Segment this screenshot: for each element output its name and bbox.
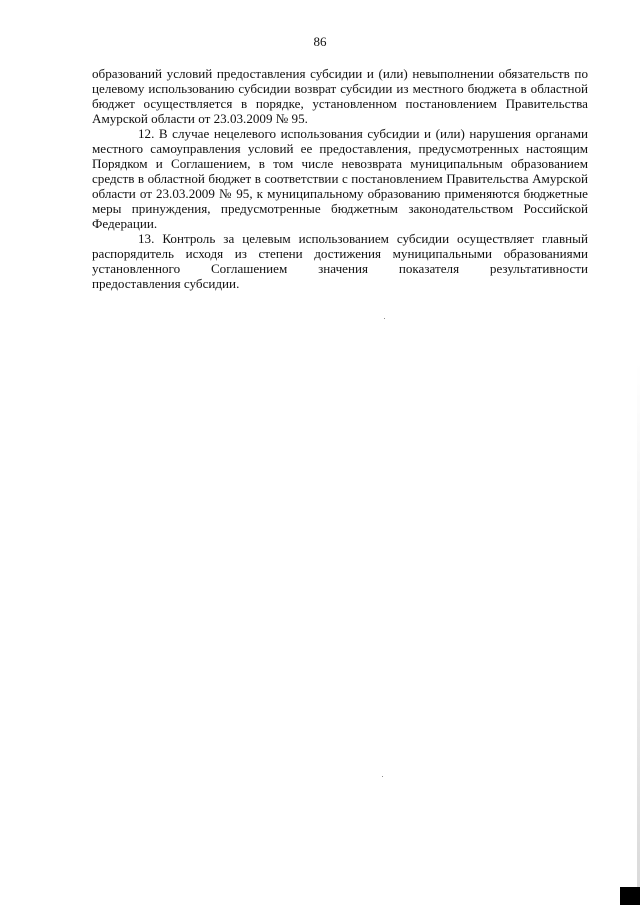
scan-corner-mark: [620, 887, 640, 905]
scan-speck: [384, 318, 385, 319]
document-body: [92, 66, 588, 291]
page-number: 86: [313, 34, 327, 49]
paragraph-12: 12. В случае нецелевого использования субсидии и (или) нарушения органами местного самоуправления условий ее предоставления, предусмотренных настоящим Порядком и Соглашением, в том числе невозврата муниципальным образованием средств в областной бюджет в соответствии с постановлением Правительства Амурской области от 23.03.2009 № 95, к муниципальному образованию применяются бюджетные меры принуждения, предусмотренные бюджетным законодательством Российской Федерации.: [92, 126, 588, 231]
scan-speck: [382, 776, 383, 777]
paragraph-13: 13. Контроль за целевым использованием субсидии осуществляет главный распорядитель исходя из степени достижения муниципальными образованиями установленного Соглашением значения показателя результативности: [92, 231, 588, 276]
paragraph-continuation: образований условий предоставления субсидии и (или) невыполнении обязательств по целевому использованию субсидии возврат субсидии из местного бюджета в областной бюджет осуществляется в порядке, установленном постановлением Правительства Амурской области от 23.03.2009 № 95.: [92, 66, 588, 126]
paragraph-13-ending: предоставления субсидии.: [92, 276, 240, 291]
